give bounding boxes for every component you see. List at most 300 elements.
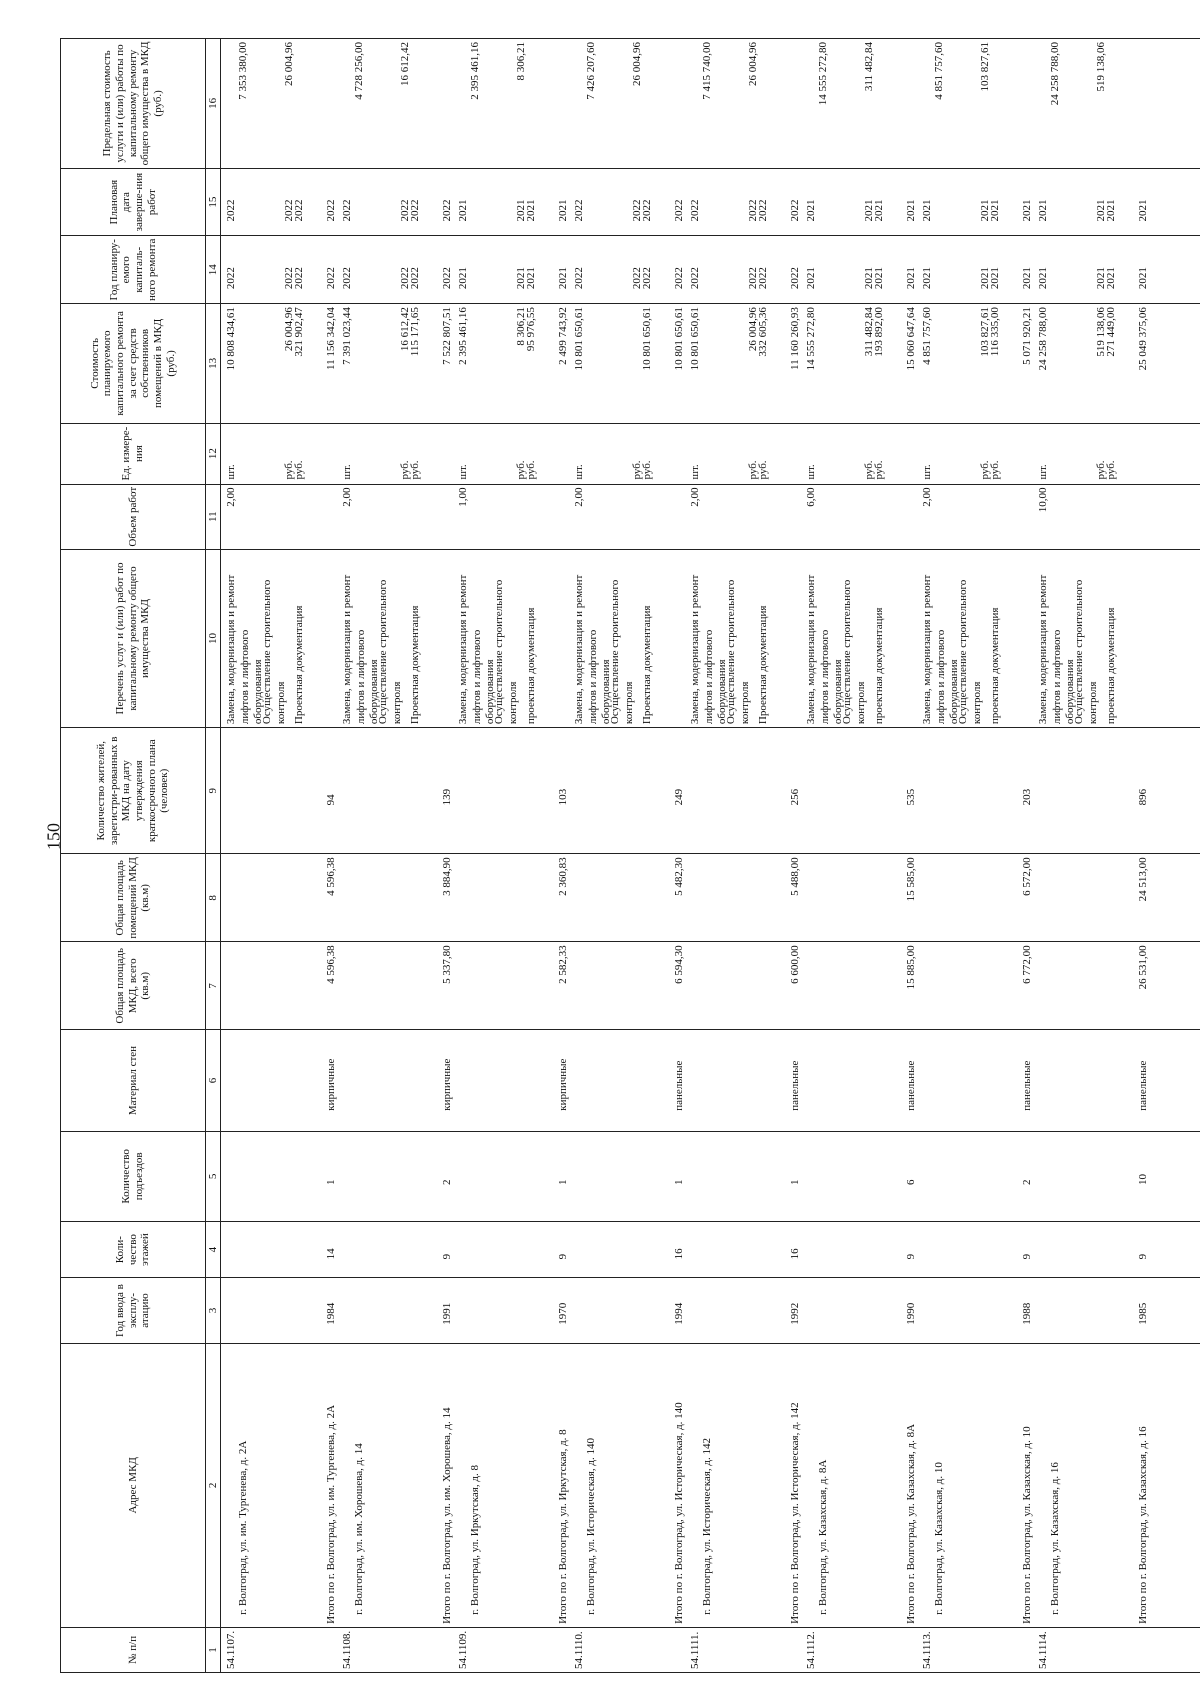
work-unit: шт. xyxy=(1037,464,1049,480)
work-name: Замена, модернизация и ремонт лифтов и лифтового оборудования xyxy=(921,574,960,725)
work-name: Осуществление строительного контроля xyxy=(1073,579,1099,725)
area-total: 6 594,30 xyxy=(673,945,685,984)
work-cost: 4 851 757,60 xyxy=(921,307,933,365)
total-year: 2021 xyxy=(1021,267,1033,290)
wall-material: кирпичные xyxy=(557,1058,569,1111)
column-number: 3 xyxy=(206,1278,221,1343)
column-header: Год ввода в эксплу-атацию xyxy=(61,1278,206,1343)
work-cost: 519 138,06 xyxy=(1095,307,1107,357)
area-total: 15 885,00 xyxy=(905,945,917,990)
work-year: 2021 xyxy=(863,267,875,290)
work-limit: 7 426 207,60 xyxy=(585,42,597,100)
residents: 256 xyxy=(789,788,801,806)
work-unit: руб. xyxy=(873,460,885,480)
entrances: 1 xyxy=(557,1179,569,1185)
residents: 139 xyxy=(441,788,453,806)
work-name: проектная документация xyxy=(873,607,885,725)
work-year: 2022 xyxy=(573,267,585,290)
work-finish: 2021 xyxy=(873,199,885,222)
column-number: 14 xyxy=(206,236,221,304)
work-limit: 14 555 272,80 xyxy=(817,42,829,106)
work-year: 2022 xyxy=(399,267,411,290)
work-finish: 2021 xyxy=(515,199,527,222)
column-number: 8 xyxy=(206,854,221,942)
wall-material: панельные xyxy=(1137,1060,1149,1111)
area-total: 6 600,00 xyxy=(789,945,801,984)
total-label: Итого по г. Волгоград, ул. Иркутская, д. 8 xyxy=(557,1429,569,1624)
work-limit: 311 482,84 xyxy=(863,42,875,92)
floors: 9 xyxy=(1137,1253,1149,1260)
work-finish: 2021 xyxy=(457,199,469,222)
column-cell xyxy=(221,39,1200,169)
record-number: 54.1107. xyxy=(225,1630,237,1669)
work-cost: 271 449,00 xyxy=(1105,307,1117,357)
work-unit: руб. xyxy=(641,460,653,480)
work-finish: 2022 xyxy=(757,199,769,222)
column-header: Материал стен xyxy=(61,1030,206,1131)
column-cell xyxy=(221,1030,1200,1131)
work-volume: 2,00 xyxy=(921,487,933,507)
residents: 896 xyxy=(1137,788,1149,806)
work-finish: 2022 xyxy=(225,199,237,222)
area-rooms: 24 513,00 xyxy=(1137,857,1149,902)
column-number: 6 xyxy=(206,1030,221,1131)
build-year: 1984 xyxy=(325,1302,337,1325)
address: г. Волгоград, ул. им. Тургенева, д. 2А xyxy=(237,1440,249,1615)
work-finish: 2021 xyxy=(979,199,991,222)
work-year: 2021 xyxy=(515,267,527,290)
work-unit: руб. xyxy=(409,460,421,480)
work-name: Осуществление строительного контроля xyxy=(725,579,751,725)
work-unit: руб. xyxy=(863,460,875,480)
column-header: Ед. измере-ния xyxy=(61,423,206,484)
work-unit: шт. xyxy=(341,464,353,480)
work-name: Замена, модернизация и ремонт лифтов и лифтового оборудования xyxy=(1037,574,1076,725)
work-cost: 14 555 272,80 xyxy=(805,307,817,371)
total-year: 2022 xyxy=(673,267,685,290)
residents: 203 xyxy=(1021,788,1033,806)
work-unit: руб. xyxy=(631,460,643,480)
work-year: 2022 xyxy=(689,267,701,290)
column-number: 11 xyxy=(206,484,221,549)
entrances: 1 xyxy=(325,1179,337,1185)
column-header: Год планиру-емого капиталь-ного ремонта xyxy=(61,236,206,304)
work-cost: 7 391 023,44 xyxy=(341,307,353,365)
total-finish: 2022 xyxy=(673,199,685,222)
work-year: 2021 xyxy=(805,267,817,290)
floors: 9 xyxy=(1021,1253,1033,1260)
capital-repair-table xyxy=(60,38,1200,1673)
work-name: проектная документация xyxy=(989,607,1001,725)
column-number: 2 xyxy=(206,1343,221,1627)
work-name: Проектная документация xyxy=(293,605,305,725)
column-cell xyxy=(221,304,1200,424)
column-header: Количество подъездов xyxy=(61,1131,206,1221)
record-number: 54.1110. xyxy=(573,1631,585,1669)
total-label: Итого по г. Волгоград, ул. Историческая, д. 140 xyxy=(673,1402,685,1624)
work-unit: руб. xyxy=(757,460,769,480)
work-name: проектная документация xyxy=(525,607,537,725)
work-limit: 4 728 256,00 xyxy=(353,42,365,100)
total-year: 2022 xyxy=(325,267,337,290)
address: г. Волгоград, ул. Историческая, д. 142 xyxy=(701,1438,713,1615)
work-year: 2022 xyxy=(409,267,421,290)
floors: 16 xyxy=(789,1248,801,1260)
work-cost: 10 801 650,61 xyxy=(689,307,701,371)
work-finish: 2022 xyxy=(689,199,701,222)
column-cell xyxy=(221,236,1200,304)
work-limit: 4 851 757,60 xyxy=(933,42,945,100)
work-finish: 2022 xyxy=(399,199,411,222)
total-cost: 11 156 342,04 xyxy=(325,307,337,370)
column-cell xyxy=(221,1278,1200,1343)
build-year: 1990 xyxy=(905,1302,917,1325)
address: г. Волгоград, ул. Иркутская, д. 8 xyxy=(469,1465,481,1615)
area-total: 5 337,80 xyxy=(441,945,453,984)
total-finish: 2022 xyxy=(441,199,453,222)
wall-material: панельные xyxy=(789,1060,801,1111)
work-unit: руб. xyxy=(989,460,1001,480)
work-name: Осуществление строительного контроля xyxy=(377,579,403,725)
area-rooms: 5 488,00 xyxy=(789,857,801,896)
column-cell xyxy=(221,549,1200,727)
column-number: 5 xyxy=(206,1131,221,1221)
work-unit: шт. xyxy=(689,464,701,480)
work-cost: 26 004,96 xyxy=(747,307,759,352)
column-header: Стоимость планируемого капитального ремонта за счет средств собственников помещений в МКД (руб.) xyxy=(61,304,206,424)
work-cost: 116 335,00 xyxy=(989,307,1001,357)
total-cost: 2 499 743,92 xyxy=(557,307,569,365)
work-year: 2021 xyxy=(525,267,537,290)
area-rooms: 3 884,90 xyxy=(441,857,453,896)
total-cost: 15 060 647,64 xyxy=(905,307,917,371)
work-finish: 2021 xyxy=(863,199,875,222)
wall-material: панельные xyxy=(905,1060,917,1111)
work-finish: 2021 xyxy=(525,199,537,222)
area-rooms: 2 360,83 xyxy=(557,857,569,896)
work-year: 2021 xyxy=(1037,267,1049,290)
total-finish: 2022 xyxy=(789,199,801,222)
work-year: 2022 xyxy=(225,267,237,290)
column-header: Адрес МКД xyxy=(61,1343,206,1627)
records-body xyxy=(221,39,1200,1673)
work-name: Проектная документация xyxy=(641,605,653,725)
column-header: Общая площадь помещений МКД (кв.м) xyxy=(61,854,206,942)
work-cost: 311 482,84 xyxy=(863,307,875,357)
record-number: 54.1109. xyxy=(457,1630,469,1669)
work-unit: руб. xyxy=(979,460,991,480)
work-name: Замена, модернизация и ремонт лифтов и лифтового оборудования xyxy=(805,574,844,725)
entrances: 6 xyxy=(905,1179,917,1185)
work-limit: 2 395 461,16 xyxy=(469,42,481,100)
area-rooms: 5 482,30 xyxy=(673,857,685,896)
record-number: 54.1114. xyxy=(1037,1631,1049,1669)
column-number: 9 xyxy=(206,728,221,854)
work-limit: 26 004,96 xyxy=(283,42,295,86)
record-number: 54.1112. xyxy=(805,1631,817,1669)
work-unit: шт. xyxy=(573,464,585,480)
work-unit: руб. xyxy=(747,460,759,480)
column-header: Перечень услуг и (или) работ по капитальному ремонту общего имущества МКД xyxy=(61,549,206,727)
total-finish: 2021 xyxy=(905,199,917,222)
record-number: 54.1111. xyxy=(689,1631,701,1669)
work-volume: 6,00 xyxy=(805,487,817,507)
address: г. Волгоград, ул. Казахская, д. 8А xyxy=(817,1459,829,1615)
total-year: 2022 xyxy=(441,267,453,290)
work-finish: 2022 xyxy=(293,199,305,222)
work-year: 2022 xyxy=(283,267,295,290)
work-unit: руб. xyxy=(525,460,537,480)
total-label: Итого по г. Волгоград, ул. Историческая, д. 142 xyxy=(789,1402,801,1624)
work-volume: 2,00 xyxy=(341,487,353,507)
entrances: 1 xyxy=(673,1179,685,1185)
work-cost: 10 801 650,61 xyxy=(573,307,585,371)
column-header: Коли-чество этажей xyxy=(61,1221,206,1277)
build-year: 1994 xyxy=(673,1302,685,1325)
area-total: 26 531,00 xyxy=(1137,945,1149,990)
work-unit: руб. xyxy=(1105,460,1117,480)
column-cell xyxy=(221,854,1200,942)
build-year: 1988 xyxy=(1021,1302,1033,1325)
column-cell xyxy=(221,1221,1200,1277)
work-limit: 7 415 740,00 xyxy=(701,42,713,100)
work-unit: руб. xyxy=(293,460,305,480)
work-finish: 2021 xyxy=(921,199,933,222)
work-unit: шт. xyxy=(805,464,817,480)
column-number: 1 xyxy=(206,1627,221,1672)
work-cost: 321 902,47 xyxy=(293,307,305,357)
total-finish: 2021 xyxy=(1137,199,1149,222)
column-number-row xyxy=(206,39,221,1673)
work-volume: 1,00 xyxy=(457,487,469,507)
column-number: 15 xyxy=(206,168,221,236)
column-header: Плановая дата заверше-ния работ xyxy=(61,168,206,236)
wall-material: кирпичные xyxy=(325,1058,337,1111)
work-finish: 2022 xyxy=(409,199,421,222)
record-number: 54.1108. xyxy=(341,1630,353,1669)
column-number: 4 xyxy=(206,1221,221,1277)
work-cost: 332 605,36 xyxy=(757,307,769,357)
total-cost: 5 071 920,21 xyxy=(1021,307,1033,365)
work-unit: руб. xyxy=(283,460,295,480)
work-cost: 24 258 788,00 xyxy=(1037,307,1049,371)
total-cost: 25 049 375,06 xyxy=(1137,307,1149,371)
entrances: 1 xyxy=(789,1179,801,1185)
column-header: № п/п xyxy=(61,1627,206,1672)
header-row xyxy=(61,39,206,1673)
work-year: 2022 xyxy=(293,267,305,290)
work-finish: 2022 xyxy=(631,199,643,222)
work-cost: 10 801 650,61 xyxy=(641,307,653,371)
work-unit: шт. xyxy=(457,464,469,480)
column-number: 12 xyxy=(206,423,221,484)
work-name: Осуществление строительного контроля xyxy=(609,579,635,725)
area-rooms: 4 596,38 xyxy=(325,857,337,896)
entrances: 10 xyxy=(1137,1173,1149,1185)
entrances: 2 xyxy=(1021,1179,1033,1185)
work-volume: 2,00 xyxy=(689,487,701,507)
area-total: 2 582,33 xyxy=(557,945,569,984)
floors: 9 xyxy=(905,1253,917,1260)
work-year: 2021 xyxy=(873,267,885,290)
work-year: 2021 xyxy=(1095,267,1107,290)
total-year: 2021 xyxy=(557,267,569,290)
residents: 535 xyxy=(905,788,917,806)
column-header: Общая площадь МКД, всего (кв.м) xyxy=(61,942,206,1030)
column-number: 13 xyxy=(206,304,221,424)
work-year: 2021 xyxy=(457,267,469,290)
work-name: Замена, модернизация и ремонт лифтов и лифтового оборудования xyxy=(225,574,264,725)
wall-material: кирпичные xyxy=(441,1058,453,1111)
work-name: Проектная документация xyxy=(409,605,421,725)
work-year: 2021 xyxy=(1105,267,1117,290)
column-cell xyxy=(221,484,1200,549)
work-finish: 2021 xyxy=(1095,199,1107,222)
area-total: 6 772,00 xyxy=(1021,945,1033,984)
work-year: 2022 xyxy=(757,267,769,290)
total-finish: 2022 xyxy=(325,199,337,222)
total-year: 2021 xyxy=(905,267,917,290)
work-limit: 24 258 788,00 xyxy=(1049,42,1061,106)
work-finish: 2022 xyxy=(641,199,653,222)
rotated-page xyxy=(60,38,1150,1673)
entrances: 2 xyxy=(441,1179,453,1185)
work-name: Замена, модернизация и ремонт лифтов и лифтового оборудования xyxy=(689,574,728,725)
residents: 249 xyxy=(673,788,685,806)
work-finish: 2021 xyxy=(1037,199,1049,222)
floors: 9 xyxy=(557,1253,569,1260)
wall-material: панельные xyxy=(673,1060,685,1111)
work-finish: 2022 xyxy=(341,199,353,222)
work-volume: 2,00 xyxy=(573,487,585,507)
total-cost: 10 801 650,61 xyxy=(673,307,685,371)
column-cell xyxy=(221,423,1200,484)
address: г. Волгоград, ул. Историческая, д. 140 xyxy=(585,1438,597,1615)
total-label: Итого по г. Волгоград, ул. им. Тургенева, д. 2А xyxy=(325,1404,337,1624)
floors: 9 xyxy=(441,1253,453,1260)
work-year: 2022 xyxy=(631,267,643,290)
work-year: 2021 xyxy=(921,267,933,290)
work-cost: 2 395 461,16 xyxy=(457,307,469,365)
work-cost: 16 612,42 xyxy=(399,307,411,352)
wall-material: панельные xyxy=(1021,1060,1033,1111)
address: г. Волгоград, ул. им. Хорошева, д. 14 xyxy=(353,1443,365,1615)
work-unit: шт. xyxy=(921,464,933,480)
column-header: Количество жителей, зарегистри-рованных в МКД на дату утверждения краткосрочного плана (человек) xyxy=(61,728,206,854)
work-cost: 103 827,61 xyxy=(979,307,991,357)
total-label: Итого по г. Волгоград, ул. Казахская, д. 8А xyxy=(905,1423,917,1624)
work-unit: шт. xyxy=(225,464,237,480)
work-name: Замена, модернизация и ремонт лифтов и лифтового оборудования xyxy=(341,574,380,725)
work-name: Проектная документация xyxy=(757,605,769,725)
total-label: Итого по г. Волгоград, ул. Казахская, д. 10 xyxy=(1021,1426,1033,1624)
work-finish: 2021 xyxy=(805,199,817,222)
work-year: 2022 xyxy=(341,267,353,290)
work-limit: 519 138,06 xyxy=(1095,42,1107,92)
residents: 94 xyxy=(325,794,337,806)
area-total: 4 596,38 xyxy=(325,945,337,984)
work-limit: 16 612,42 xyxy=(399,42,411,86)
address: г. Волгоград, ул. Казахская, д. 10 xyxy=(933,1462,945,1615)
area-rooms: 6 572,00 xyxy=(1021,857,1033,896)
column-cell xyxy=(221,728,1200,854)
work-finish: 2021 xyxy=(989,199,1001,222)
page-number: 150 xyxy=(43,823,64,850)
build-year: 1991 xyxy=(441,1302,453,1325)
column-header: Объем работ xyxy=(61,484,206,549)
column-number: 16 xyxy=(206,39,221,169)
work-year: 2022 xyxy=(641,267,653,290)
work-name: Осуществление строительного контроля xyxy=(261,579,287,725)
work-cost: 95 976,55 xyxy=(525,307,537,352)
total-label: Итого по г. Волгоград, ул. Казахская, д. 16 xyxy=(1137,1426,1149,1624)
area-rooms: 15 585,00 xyxy=(905,857,917,902)
work-cost: 193 892,00 xyxy=(873,307,885,357)
work-unit: руб. xyxy=(399,460,411,480)
floors: 16 xyxy=(673,1248,685,1260)
work-year: 2021 xyxy=(979,267,991,290)
column-number: 10 xyxy=(206,549,221,727)
work-name: Осуществление строительного контроля xyxy=(957,579,983,725)
column-header: Предельная стоимость услуги и (или) работы по капитальному ремонту общего имущества в МКД (руб.) xyxy=(61,39,206,169)
total-year: 2021 xyxy=(1137,267,1149,290)
record-number: 54.1113. xyxy=(921,1631,933,1669)
floors: 14 xyxy=(325,1248,337,1260)
work-cost: 10 808 434,61 xyxy=(225,307,237,371)
work-unit: руб. xyxy=(515,460,527,480)
build-year: 1985 xyxy=(1137,1302,1149,1325)
work-limit: 103 827,61 xyxy=(979,42,991,92)
work-limit: 7 353 380,00 xyxy=(237,42,249,100)
total-year: 2022 xyxy=(789,267,801,290)
column-cell xyxy=(221,1343,1200,1627)
total-label: Итого по г. Волгоград, ул. им. Хорошева, д. 14 xyxy=(441,1407,453,1624)
work-finish: 2021 xyxy=(1105,199,1117,222)
work-year: 2022 xyxy=(747,267,759,290)
work-name: Замена, модернизация и ремонт лифтов и лифтового оборудования xyxy=(457,574,496,725)
column-cell xyxy=(221,942,1200,1030)
residents: 103 xyxy=(557,788,569,806)
total-cost: 11 160 260,93 xyxy=(789,307,801,370)
work-limit: 26 004,96 xyxy=(747,42,759,86)
build-year: 1992 xyxy=(789,1302,801,1325)
column-number: 7 xyxy=(206,942,221,1030)
column-cell xyxy=(221,1627,1200,1672)
work-name: Осуществление строительного контроля xyxy=(493,579,519,725)
work-year: 2021 xyxy=(989,267,1001,290)
address: г. Волгоград, ул. Казахская, д. 16 xyxy=(1049,1462,1061,1615)
work-limit: 8 306,21 xyxy=(515,42,527,81)
work-cost: 8 306,21 xyxy=(515,307,527,346)
build-year: 1970 xyxy=(557,1302,569,1325)
total-cost: 7 522 807,51 xyxy=(441,307,453,365)
work-finish: 2022 xyxy=(573,199,585,222)
column-cell xyxy=(221,168,1200,236)
total-finish: 2021 xyxy=(557,199,569,222)
work-volume: 10,00 xyxy=(1037,487,1049,513)
work-finish: 2022 xyxy=(283,199,295,222)
work-name: Осуществление строительного контроля xyxy=(841,579,867,725)
work-limit: 26 004,96 xyxy=(631,42,643,86)
work-name: проектная документация xyxy=(1105,607,1117,725)
work-volume: 2,00 xyxy=(225,487,237,507)
total-finish: 2021 xyxy=(1021,199,1033,222)
work-cost: 115 171,65 xyxy=(409,307,421,357)
work-finish: 2022 xyxy=(747,199,759,222)
work-unit: руб. xyxy=(1095,460,1107,480)
work-name: Замена, модернизация и ремонт лифтов и лифтового оборудования xyxy=(573,574,612,725)
column-cell xyxy=(221,1131,1200,1221)
